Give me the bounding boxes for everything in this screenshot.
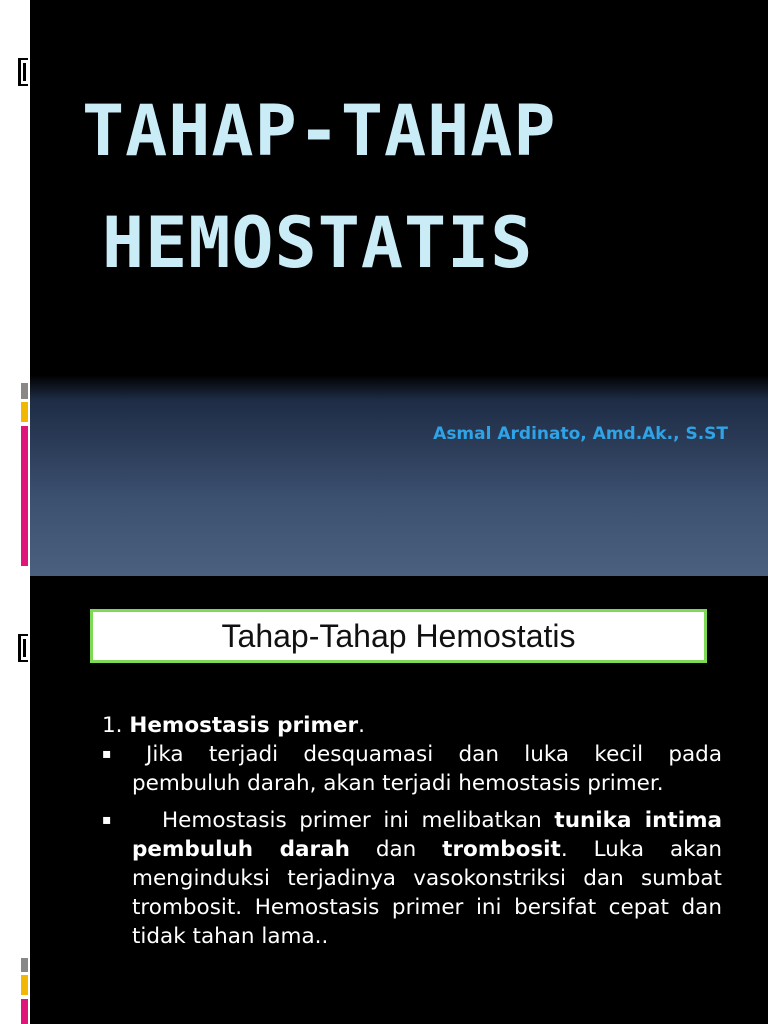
bullet-2-bold-1: tunika intima pembuluh darah — [132, 808, 722, 862]
slide-edge-bar-yellow — [21, 402, 28, 422]
slide-edge-bar-pink — [21, 426, 28, 566]
slide-edge-marker-bottom — [18, 634, 28, 662]
bullet-item-2 — [102, 806, 722, 951]
content-slide — [30, 576, 768, 1024]
bullet-2-bold-2: trombosit — [442, 837, 561, 862]
slide-title-box: Tahap-Tahap Hemostatis — [90, 609, 707, 663]
slide-body — [102, 711, 722, 951]
bullet-2-part-1: Hemostasis primer ini melibatkan — [162, 808, 555, 833]
bullet-icon: ▪ — [102, 746, 112, 762]
main-title — [82, 75, 557, 299]
main-title-line-2: HEMOSTATIS — [102, 202, 534, 284]
bullet-2-part-2: dan — [349, 837, 443, 862]
item-number: 1. — [102, 713, 130, 738]
item-title-period: . — [358, 713, 365, 738]
slide-edge-bar-pink-2 — [21, 999, 28, 1024]
title-slide — [30, 0, 768, 576]
bullet-2-text — [132, 808, 722, 949]
bullet-1-text: Jika terjadi desquamasi dan luka kecil pada pembuluh darah, akan terjadi hemostasis primer. — [132, 742, 722, 796]
bullet-icon: ▪ — [102, 812, 112, 828]
item-title: Hemostasis primer — [129, 713, 359, 738]
numbered-heading — [102, 711, 722, 740]
slide-edge-bar-gray — [21, 383, 28, 399]
slide-edge-bar-gray-2 — [21, 958, 28, 972]
main-title-line-1: TAHAP-TAHAP — [82, 90, 557, 172]
bullet-item-1 — [102, 740, 722, 798]
author-name: Asmal Ardinato, Amd.Ak., S.ST — [433, 424, 728, 444]
bullet-2-part-3: . Luka akan menginduksi terjadinya vasokonstriksi dan sumbat trombosit. Hemostasis primer ini bersifat cepat dan tidak tahan lama.. — [132, 837, 722, 949]
slide-edge-bar-yellow-2 — [21, 975, 28, 995]
slide-edge-marker-top — [18, 58, 28, 86]
